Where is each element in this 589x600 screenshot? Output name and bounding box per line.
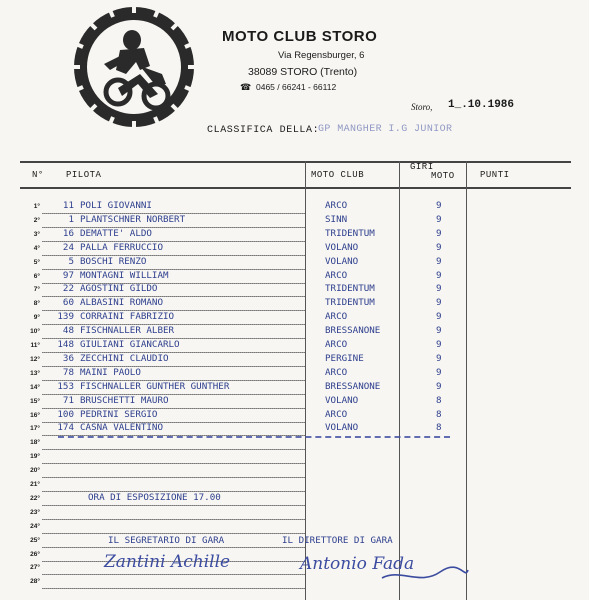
rider-name: PALLA FERRUCCIO: [80, 241, 163, 253]
rider-number: 71: [62, 394, 74, 406]
classifica-label: CLASSIFICA DELLA:: [207, 125, 320, 136]
rider-name: ALBASINI ROMANO: [80, 297, 163, 309]
rider-club: ARCO: [325, 339, 348, 350]
rider-laps: 9: [436, 325, 442, 337]
rider-number: 36: [62, 352, 74, 364]
rider-club: TRIDENTUM: [325, 297, 375, 309]
rider-club: ARCO: [325, 311, 348, 323]
rider-laps: 8: [436, 394, 442, 406]
signature-flourish: [380, 560, 470, 590]
direttore-signature: Antonio Fada: [300, 554, 415, 574]
rider-club: ARCO: [325, 200, 348, 211]
column-header-moto-club: MOTO CLUB: [311, 170, 365, 180]
rider-laps: 9: [436, 283, 442, 295]
rider-name: BRUSCHETTI MAURO: [80, 394, 169, 406]
rider-laps: 9: [436, 269, 442, 281]
row-number: 12°: [30, 355, 40, 363]
rider-name: AGOSTINI GILDO: [80, 283, 158, 295]
segretario-signature: Zantini Achille: [104, 552, 231, 572]
column-header-giri: GIRI: [410, 162, 434, 172]
club-name: MOTO CLUB STORO: [222, 28, 378, 45]
rider-name: MONTAGNI WILLIAM: [80, 269, 169, 281]
end-of-results-line: [58, 436, 450, 438]
moto-club-logo: [70, 4, 198, 130]
row-number: 1°: [33, 203, 40, 210]
rider-club: VOLANO: [325, 394, 359, 406]
rider-club: BRESSANONE: [325, 380, 381, 392]
rider-name: DEMATTE' ALDO: [80, 227, 152, 239]
column-header-num: N°: [32, 170, 44, 180]
row-number: 8°: [33, 300, 40, 308]
rider-number: 100: [57, 408, 74, 420]
rider-laps: 9: [436, 255, 442, 267]
segretario-label: IL SEGRETARIO DI GARA: [108, 535, 225, 546]
rider-number: 16: [62, 227, 74, 239]
date-value: 1_.10.1986: [448, 99, 515, 111]
rider-club: SINN: [325, 213, 348, 225]
rider-laps: 9: [436, 241, 442, 253]
rider-laps: 9: [436, 366, 442, 378]
rider-laps: 9: [436, 380, 442, 392]
rider-club: ARCO: [325, 366, 348, 378]
rider-club: ARCO: [325, 269, 348, 281]
row-rule: [42, 533, 305, 534]
rider-name: FISCHNALLER GUNTHER GUNTHER: [80, 380, 230, 392]
rider-number: 153: [57, 380, 74, 392]
row-number: 20°: [30, 467, 40, 475]
table-header-rule: [20, 187, 571, 189]
rider-name: ZECCHINI CLAUDIO: [80, 352, 169, 364]
row-number: 17°: [30, 425, 40, 433]
rider-name: BOSCHI RENZO: [80, 255, 147, 267]
rider-laps: 9: [436, 352, 442, 364]
column-header-pilota: PILOTA: [66, 170, 102, 180]
row-number: 3°: [33, 230, 40, 238]
rider-name: MAINI PAOLO: [80, 366, 141, 378]
rider-number: 78: [62, 366, 74, 378]
row-number: 16°: [30, 411, 40, 419]
rider-name: GIULIANI GIANCARLO: [80, 339, 180, 350]
rider-laps: 8: [436, 408, 442, 420]
club-phone: 0465 / 66241 - 66112: [256, 82, 337, 92]
club-address-city: 38089 STORO (Trento): [248, 66, 358, 78]
rider-club: VOLANO: [325, 422, 359, 434]
direttore-label: IL DIRETTORE DI GARA: [282, 535, 393, 546]
rider-name: PEDRINI SERGIO: [80, 408, 158, 420]
rider-laps: 9: [436, 227, 442, 239]
column-header-moto: MOTO: [431, 171, 455, 181]
rider-laps: 9: [436, 311, 442, 323]
row-rule: [42, 547, 305, 548]
rider-number: 139: [57, 311, 74, 323]
classifica-value: GP MANGHER I.G JUNIOR: [318, 124, 453, 135]
row-number: 28°: [30, 578, 40, 586]
row-number: 15°: [30, 397, 40, 405]
esposizione-time: ORA DI ESPOSIZIONE 17.00: [88, 492, 221, 503]
row-rule: [42, 574, 305, 575]
row-number: 11°: [30, 342, 40, 349]
row-number: 5°: [33, 258, 40, 266]
rider-number: 5: [68, 255, 74, 267]
rider-number: 48: [62, 325, 74, 337]
date-label: Storo,: [411, 102, 433, 112]
row-rule: [42, 463, 305, 464]
rider-club: VOLANO: [325, 255, 359, 267]
rider-club: TRIDENTUM: [325, 227, 375, 239]
row-number: 21°: [30, 481, 40, 488]
row-rule: [42, 588, 305, 589]
column-header-punti: PUNTI: [480, 170, 510, 180]
rider-name: POLI GIOVANNI: [80, 200, 152, 211]
rider-name: CORRAINI FABRIZIO: [80, 311, 175, 323]
column-divider-giri: [399, 161, 400, 600]
row-number: 14°: [30, 383, 40, 391]
phone-icon: ☎: [240, 82, 252, 92]
row-number: 18°: [30, 439, 40, 447]
row-number: 19°: [30, 453, 40, 461]
rider-laps: 8: [436, 422, 442, 434]
row-number: 4°: [33, 244, 40, 252]
rider-number: 60: [62, 297, 74, 309]
row-number: 9°: [33, 314, 40, 322]
rider-number: 1: [68, 213, 74, 225]
column-divider-punti: [466, 161, 467, 600]
row-rule: [42, 505, 305, 506]
row-rule: [42, 449, 305, 450]
rider-laps: 9: [436, 213, 442, 225]
rider-club: VOLANO: [325, 241, 359, 253]
row-number: 10°: [30, 328, 40, 336]
rider-laps: 9: [436, 297, 442, 309]
row-number: 6°: [33, 272, 40, 280]
rider-number: 11: [62, 200, 74, 211]
rider-number: 24: [62, 241, 74, 253]
rider-number: 22: [62, 283, 74, 295]
rider-club: PERGINE: [325, 352, 364, 364]
rider-number: 148: [57, 339, 74, 350]
rider-club: ARCO: [325, 408, 348, 420]
row-number: 24°: [30, 522, 40, 530]
row-number: 22°: [30, 494, 40, 502]
row-number: 13°: [30, 369, 40, 377]
rider-number: 174: [57, 422, 74, 434]
rider-name: FISCHNALLER ALBER: [80, 325, 175, 337]
rider-number: 97: [62, 269, 74, 281]
row-number: 27°: [30, 564, 40, 572]
rider-name: PLANTSCHNER NORBERT: [80, 213, 186, 225]
club-address-street: Via Regensburger, 6: [278, 50, 365, 61]
row-number: 25°: [30, 536, 40, 544]
row-number: 23°: [30, 508, 40, 516]
rider-laps: 9: [436, 339, 442, 350]
row-number: 2°: [33, 216, 40, 224]
row-number: 7°: [33, 286, 40, 294]
row-rule: [42, 519, 305, 520]
table-top-rule: [20, 161, 571, 163]
rider-club: BRESSANONE: [325, 325, 381, 337]
row-rule: [42, 477, 305, 478]
rider-laps: 9: [436, 200, 442, 211]
rider-club: TRIDENTUM: [325, 283, 375, 295]
rider-name: CASNA VALENTINO: [80, 422, 163, 434]
row-number: 26°: [30, 550, 40, 558]
